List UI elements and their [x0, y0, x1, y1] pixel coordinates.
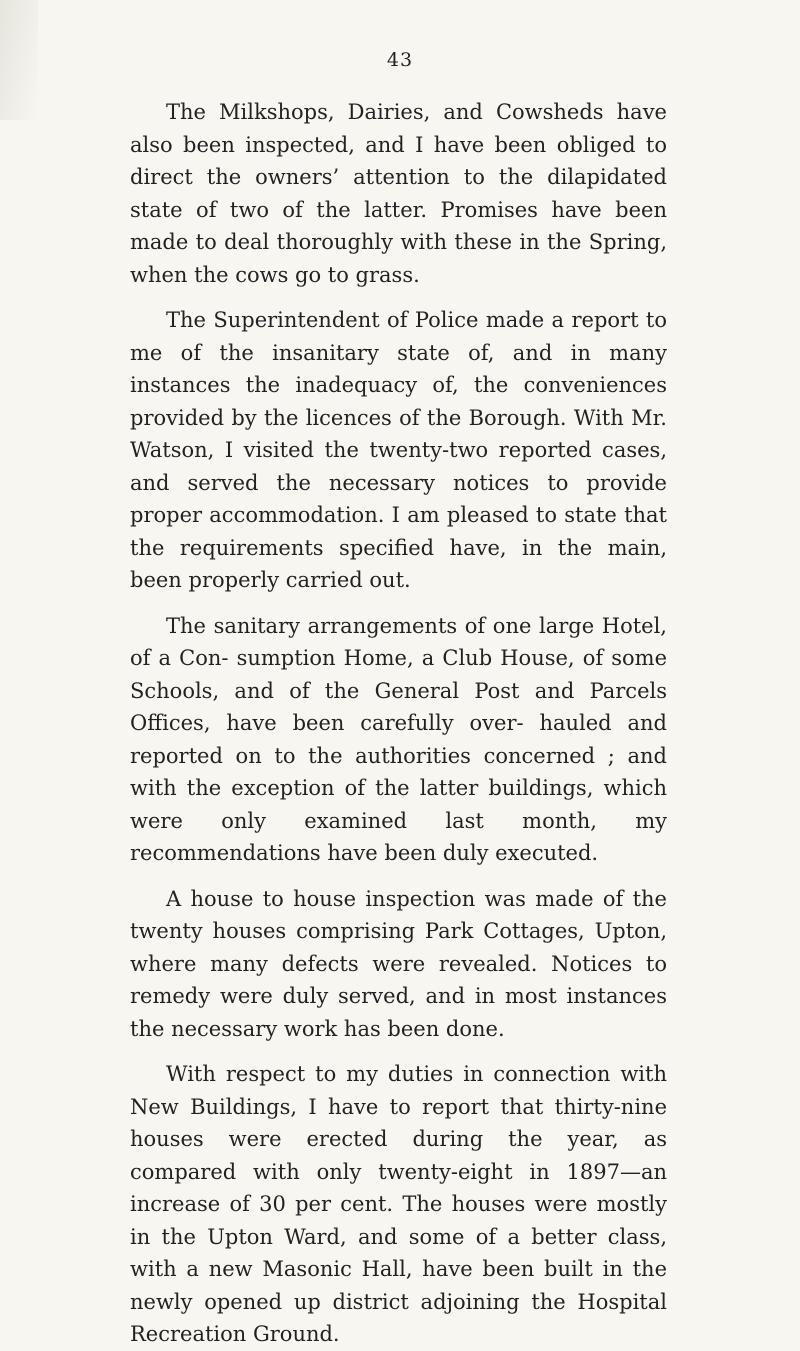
paragraph-sanitary-arrangements: The sanitary arrangements of one large Hotel, of a Con- sumption Home, a Club House, of some Schools, and of the General Post and Parcels Offices, have been carefully over- hauled and reported on to the authorities concerned ; and with the exception of the latter buildings, which were only examined last month, my recommendations have been duly executed.: [130, 613, 667, 865]
body-text: [130, 96, 667, 1351]
page-number: 43: [386, 49, 414, 71]
paragraph-house-inspection: A house to house inspection was made of the twenty houses comprising Park Cottages, Upton, where many defects were revealed. Notices to remedy were duly served, and in most instances the necessary work has been done.: [130, 886, 667, 1041]
paragraph-police-report: The Superintendent of Police made a report to me of the insanitary state of, and in many instances the inadequacy of, the conveniences provided by the licences of the Borough. With Mr. Watson, I visited the twenty-two reported cases, and served the necessary notices to provide proper accommodation. I am pleased to state that the requirements specified have, in the main, been properly carried out.: [130, 308, 667, 592]
paragraph-milkshops: The Milkshops, Dairies, and Cowsheds have also been inspected, and I have been obliged to direct the owners’ attention to the dilapidated state of two of the latter. Promises have been made to deal thoroughly with these in the Spring, when the cows go to grass.: [130, 100, 667, 287]
paragraph-new-buildings: With respect to my duties in connection with New Buildings, I have to report that thirty-nine houses were erected during the year, as compared with only twenty-eight in 1897—an increase of 30 per cent. The houses were mostly in the Upton Ward, and some of a better class, with a new Masonic Hall, have been built in the newly opened up district adjoining the Hospital Recreation Ground.: [130, 1062, 667, 1346]
